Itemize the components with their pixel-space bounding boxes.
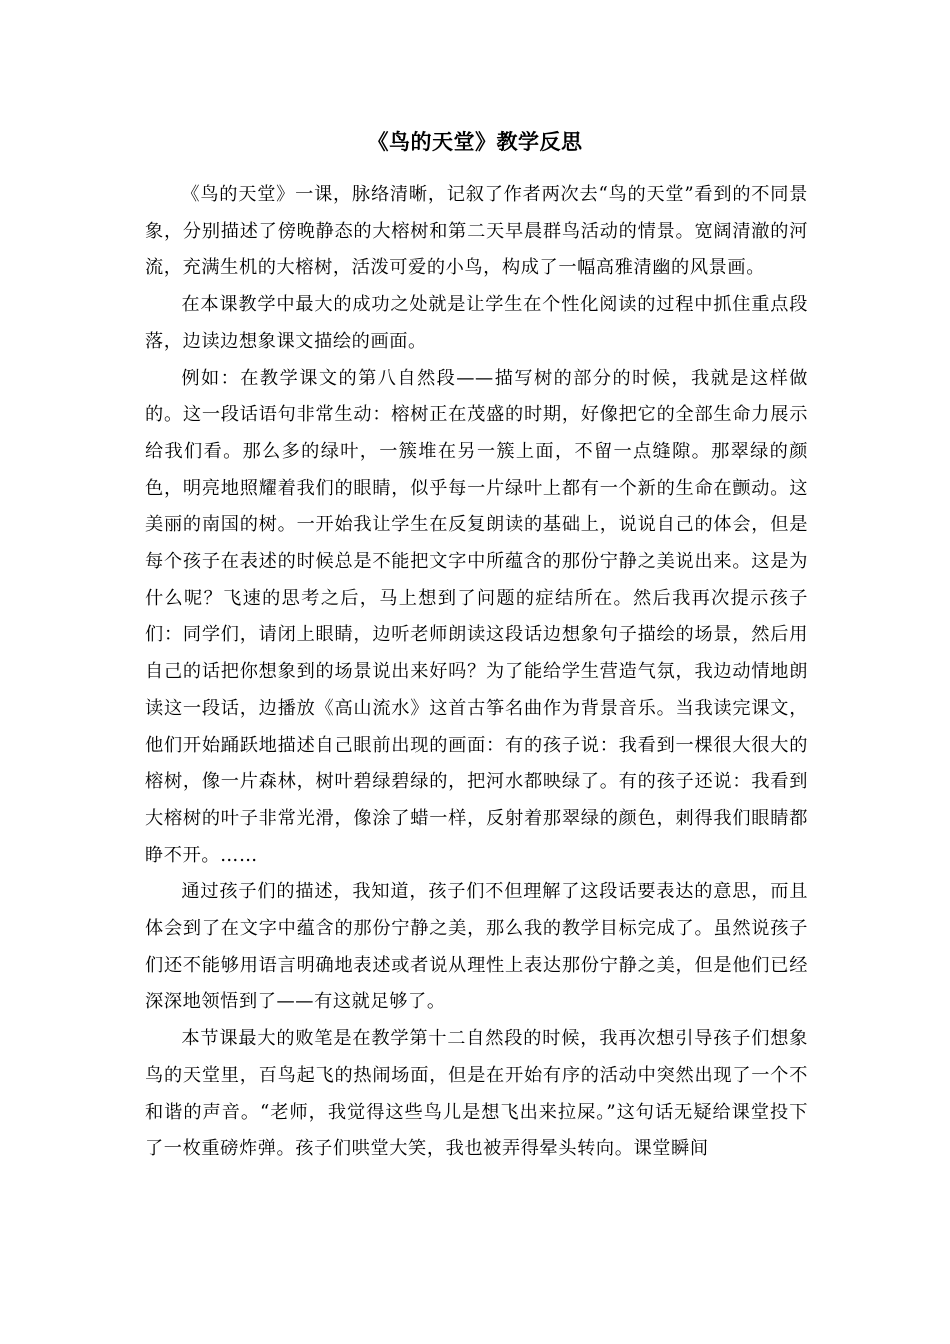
document-title: 《鸟的天堂》教学反思 <box>367 129 583 154</box>
paragraph-example: 例如：在教学课文的第八自然段——描写树的部分的时候，我就是这样做的。这一段话语句非常生动：榕树正在茂盛的时期，好像把它的全部生命力展示给我们看。那么多的绿叶，一簇堆在另一簇上面，不留一点缝隙。那翠绿的颜色，明亮地照耀着我们的眼睛，似乎每一片绿叶上都有一个新的生命在颤动。这美丽的南国的树。一开始我让学生在反复朗读的基础上，说说自己的体会，但是每个孩子在表述的时候总是不能把文字中所蕴含的那份宁静之美说出来。这是为什么呢？飞速的思考之后，马上想到了问题的症结所在。然后我再次提示孩子们：同学们，请闭上眼睛，边听老师朗读这段话边想象句子描绘的场景，然后用自己的话把你想象到的场景说出来好吗？为了能给学生营造气氛，我边动情地朗读这一段话，边播放《高山流水》这首古筝名曲作为背景音乐。当我读完课文，他们开始踊跃地描述自己眼前出现的画面：有的孩子说：我看到一棵很大很大的榕树，像一片森林，树叶碧绿碧绿的，把河水都映绿了。有的孩子还说：我看到大榕树的叶子非常光滑，像涂了蜡一样，反射着那翠绿的颜色，刺得我们眼睛都睁不开。…… <box>145 367 808 866</box>
paragraph-failure: 本节课最大的败笔是在教学第十二自然段的时候，我再次想引导孩子们想象鸟的天堂里，百鸟起飞的热闹场面，但是在开始有序的活动中突然出现了一个不和谐的声音。“老师，我觉得这些鸟儿是想飞出来拉屎。”这句话无疑给课堂投下了一枚重磅炸弹。孩子们哄堂大笑，我也被弄得晕头转向。课堂瞬间 <box>145 1028 808 1160</box>
paragraph-success: 在本课教学中最大的成功之处就是让学生在个性化阅读的过程中抓住重点段落，边读边想象课文描绘的画面。 <box>145 294 808 352</box>
paragraph-intro: 《鸟的天堂》一课，脉络清晰，记叙了作者两次去“鸟的天堂”看到的不同景象，分别描述了傍晚静态的大榕树和第二天早晨群鸟活动的情景。宽阔清澈的河流，充满生机的大榕树，活泼可爱的小鸟，构成了一幅高雅清幽的风景画。 <box>145 184 808 279</box>
paragraph-result: 通过孩子们的描述，我知道，孩子们不但理解了这段话要表达的意思，而且体会到了在文字中蕴含的那份宁静之美，那么我的教学目标完成了。虽然说孩子们还不能够用语言明确地表述或者说从理性上表达那份宁静之美，但是他们已经深深地领悟到了——有这就足够了。 <box>145 881 808 1013</box>
document-body <box>145 177 808 1168</box>
